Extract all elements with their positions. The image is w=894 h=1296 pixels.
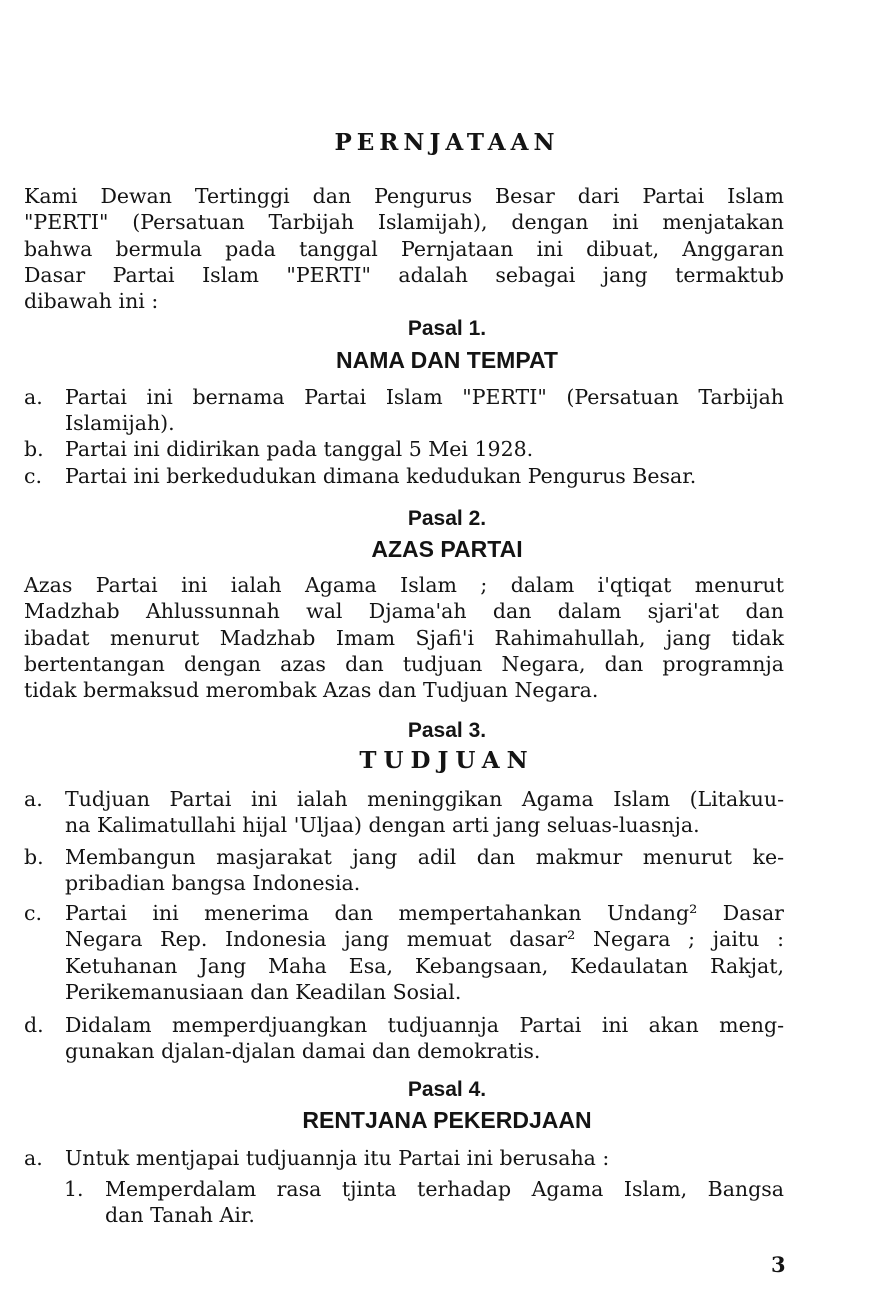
pasal-2-body: Azas Partai ini ialah Agama Islam ; dalam i'qtiqat menurut Madzhab Ahlussunnah wal Djama'ah dan dalam sjari'at dan ibadat menurut Madzhab Imam Sjafi'i Rahimahullah, jang tidak bertentangan dengan azas dan tudjuan Negara, dan programnja tidak bermaksud merombak Azas dan Tudjuan Negara. <box>24 573 784 703</box>
pasal-3-number: Pasal 3. <box>407 719 487 742</box>
pasal-2-number: Pasal 2. <box>407 507 487 530</box>
document-title: PERNJATAAN <box>334 129 560 156</box>
pasal-4-heading: RENTJANA PEKERDJAAN <box>302 1107 592 1133</box>
document-page: PERNJATAAN Kami Dewan Tertinggi dan Pengurus Besar dari Partai Islam "PERTI" (Persatuan Tarbijah Islamijah), dengan ini menjatakan bahwa bermula pada tanggal Pernjataan ini dibuat, Anggaran Dasar Partai Islam "PERTI" adalah sebagai jang termaktub dibawah ini : Pasal 1. NAMA DAN TEMPAT a. Partai ini bernama Partai Islam "PERTI" (Persatuan Tarbijah Islamijah). b. Partai ini didirikan pada tanggal 5 Mei 1928. c. Partai ini berkedudukan dimana kedudukan Pengurus Besar. Pasal 2. AZAS PARTAI Azas Partai ini ialah Agama Islam ; dalam i'qtiqat menurut Madzhab Ahlussunnah wal Djama'ah dan dalam sjari'at dan ibadat menurut Madzhab Imam Sjafi'i Rahimahullah, jang tidak bertentangan dengan azas dan tudjuan Negara, dan programnja tidak bermaksud merombak Azas dan Tudjuan Negara. Pasal 3. TUDJUAN a. Tudjuan Partai ini ialah meninggikan Agama Islam (Litakuu- na Kalimatullahi hijal 'Uljaa) dengan arti jang seluas-luasnja. b. Membangun masjarakat jang adil dan makmur menurut ke- pribadian bangsa Indonesia. c. Partai ini menerima dan mempertahankan Undang² Dasar Negara Rep. Indonesia jang memuat dasar² Negara ; jaitu : Ketuhanan Jang Maha Esa, Kebangsaan, Kedaulatan Rakjat, Perikemanusiaan dan Keadilan Sosial. d. Didalam memperdjuangkan tudjuannja Partai ini akan meng- gunakan djalan-djalan damai dan demokratis. Pasal 4. RENTJANA PEKERDJAAN a. Untuk mentjapai tudjuannja itu Partai ini berusaha : 1. Memperdalam rasa tjinta terhadap Agama Islam, Bangsa dan Tanah Air. 3 <box>0 0 894 1296</box>
pasal-2-heading: AZAS PARTAI <box>371 536 523 562</box>
pasal-1-number: Pasal 1. <box>407 317 487 340</box>
pasal-3-heading: TUDJUAN <box>359 747 535 774</box>
intro-paragraph: Kami Dewan Tertinggi dan Pengurus Besar dari Partai Islam "PERTI" (Persatuan Tarbijah Islamijah), dengan ini menjatakan bahwa bermula pada tanggal Pernjataan ini dibuat, Anggaran Dasar Partai Islam "PERTI" adalah sebagai jang termaktub dibawah ini : <box>24 184 784 314</box>
page-number: 3 <box>771 1252 786 1277</box>
pasal-1-heading: NAMA DAN TEMPAT <box>336 347 558 373</box>
pasal-4-number: Pasal 4. <box>407 1078 487 1101</box>
